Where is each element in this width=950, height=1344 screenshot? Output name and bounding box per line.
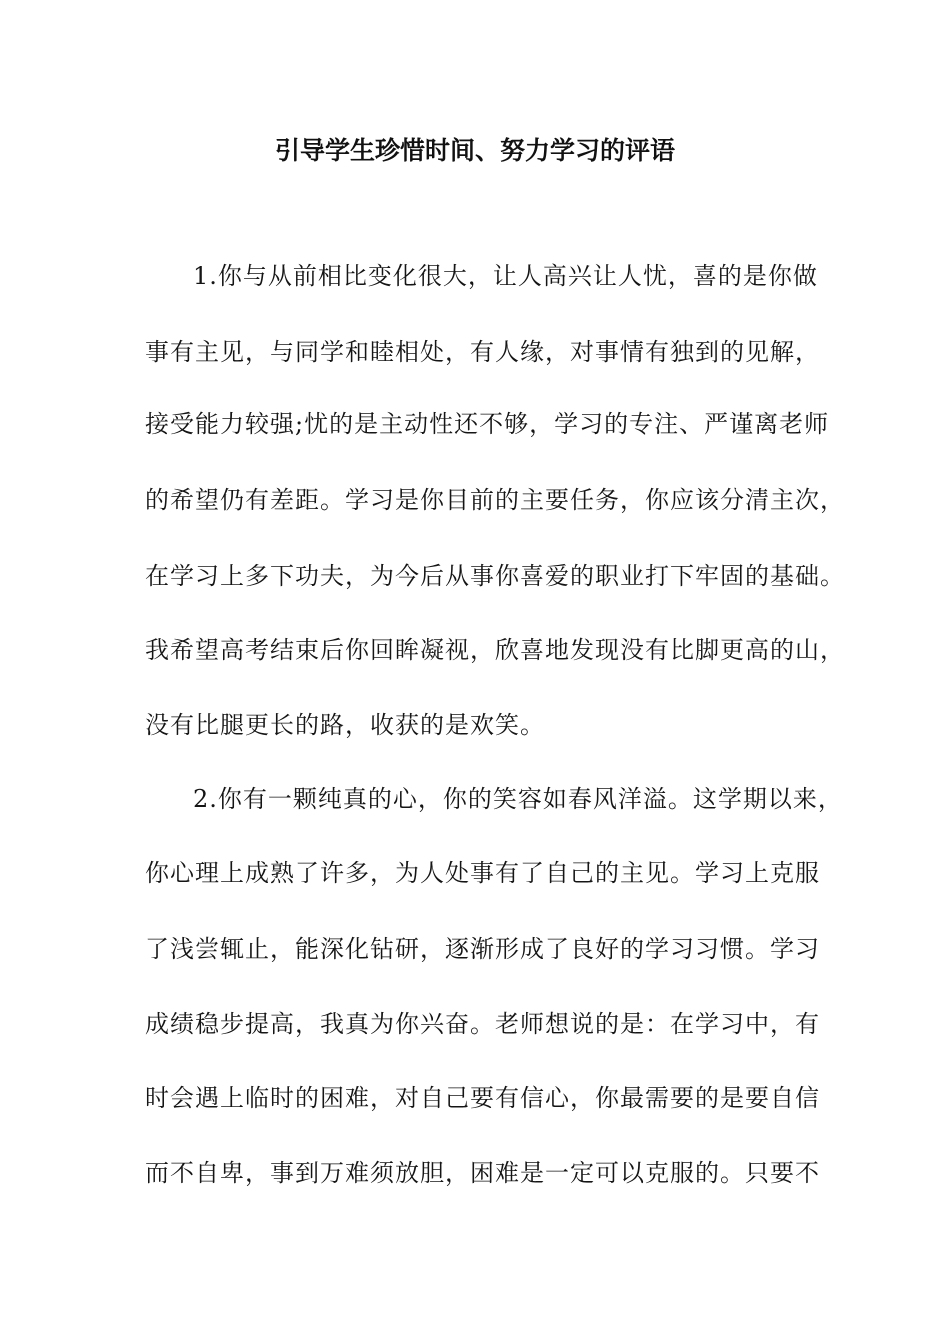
paragraph-1-line-1: 1.你与从前相比变化很大，让人高兴让人忧，喜的是你做 [193,262,818,290]
paragraph-1-line-6: 我希望高考结束后你回眸凝视，欣喜地发现没有比脚更高的山， [145,636,845,664]
paragraph-1-line-4: 的希望仍有差距。学习是你目前的主要任务，你应该分清主次， [145,486,845,514]
paragraph-2-line-3: 了浅尝辄止，能深化钻研，逐渐形成了良好的学习习惯。学习 [145,935,820,963]
paragraph-1-line-2: 事有主见，与同学和睦相处，有人缘，对事情有独到的见解， [145,338,820,366]
paragraph-2-line-1: 2.你有一颗纯真的心，你的笑容如春风洋溢。这学期以来， [193,785,843,813]
document-title: 引导学生珍惜时间、努力学习的评语 [274,136,675,165]
paragraph-1-line-3: 接受能力较强;忧的是主动性还不够，学习的专注、严谨离老师 [145,410,830,438]
paragraph-2-line-6: 而不自卑，事到万难须放胆，困难是一定可以克服的。只要不 [145,1159,820,1187]
paragraph-2-line-2: 你心理上成熟了许多，为人处事有了自己的主见。学习上克服 [145,859,820,887]
paragraph-1-line-5: 在学习上多下功夫，为今后从事你喜爱的职业打下牢固的基础。 [145,562,845,590]
paragraph-1-line-7: 没有比腿更长的路，收获的是欢笑。 [145,711,545,739]
paragraph-2-line-4: 成绩稳步提高，我真为你兴奋。老师想说的是：在学习中，有 [145,1010,820,1038]
paragraph-2-line-5: 时会遇上临时的困难，对自己要有信心，你最需要的是要自信 [145,1084,820,1112]
